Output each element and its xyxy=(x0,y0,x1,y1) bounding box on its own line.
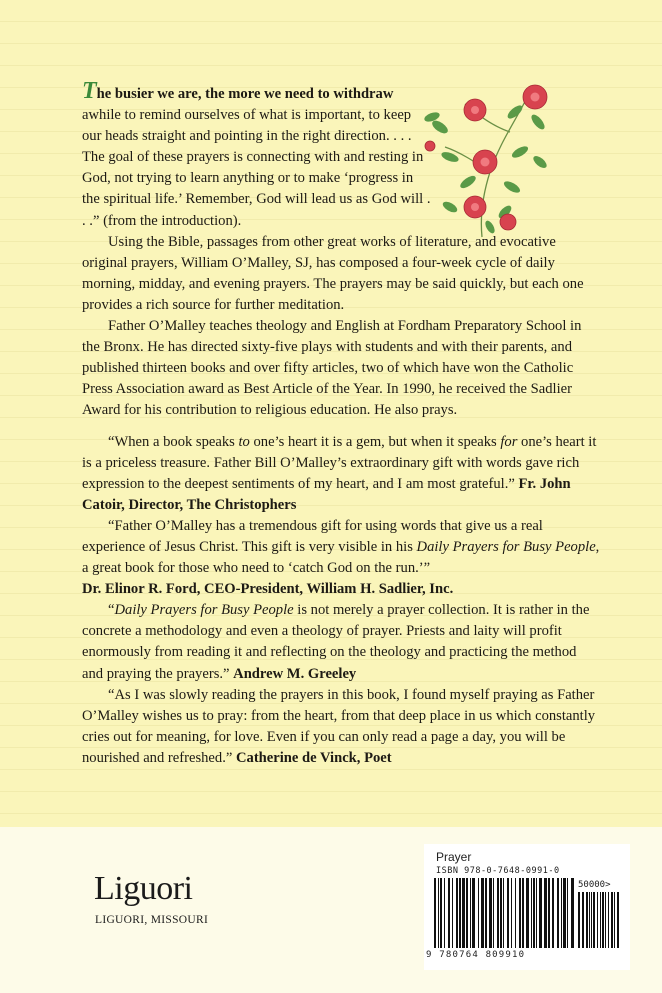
publisher-location: LIGUORI, MISSOURI xyxy=(95,914,209,926)
description-paragraph: Using the Bible, passages from other great works of literature, and evocative original prayers, William O’Malley, SJ, has composed a four-week cycle of daily morning, midday, and evening prayers. The prayers may be said quickly, but each one provides a rich source for further meditation. xyxy=(82,233,584,313)
endorsement-attribution: Catherine de Vinck, Poet xyxy=(235,749,392,766)
drop-cap: T xyxy=(82,78,97,104)
category-label: Prayer xyxy=(436,850,472,864)
intro-body: awhile to remind ourselves of what is important, to keep our heads straight and pointing in the right direction. . . . The goal of these prayers is connecting with and resting in God, not trying to learn anything or to make ‘progress in the spiritual life.’ Remember, God will lead us as God will . . .” (from the introduction). xyxy=(82,107,431,229)
endorsement-quote: “Father O’Malley has a tremendous gift for using words that give us a real experience of Jesus Christ. This gift is very visible in his Daily Prayers for Busy People, a great book for those who need to ‘catch God on the run.’” Dr. Elinor R. Ford, CEO-President, William H. Sadlier, Inc. xyxy=(82,517,600,598)
endorsement-quote: “Daily Prayers for Busy People is not merely a prayer collection. It is rather in the concrete a methodology and even a theology of prayer. Priests and laity will profit enormously from reading it and reflecting on the theology and practicing the method and praying the prayers.” Andrew M. Greeley xyxy=(82,602,590,682)
isbn-number: ISBN 978-0-7648-0991-0 xyxy=(436,866,560,876)
endorsement-attribution: Fr. John Catoir, Director, The Christophers xyxy=(82,475,571,513)
price-code: 50000> xyxy=(578,880,611,890)
author-bio-paragraph: Father O’Malley teaches theology and English at Fordham Preparatory School in the Bronx. He has directed sixty-five plays with students and with their parents, and published thirteen books and over fifty articles, two of which have won the Catholic Press Association award as Best Article of the Year. In 1990, he received the Sadlier Award for his contribution to religious education. He also prays. xyxy=(82,318,582,419)
publisher-logo: Liguori xyxy=(94,870,193,907)
barcode-panel xyxy=(424,844,630,970)
endorsement-quote: “When a book speaks to one’s heart it is a gem, but when it speaks for one’s heart it is a priceless treasure. Father Bill O’Malley’s extraordinary gift with words gave rich expression to the deepest sentiments of my heart, and I am most grateful.” Fr. John Catoir, Director, The Christophers xyxy=(82,433,597,513)
barcode-digits: 9 780764 809910 xyxy=(426,950,526,960)
endorsement-quote: “As I was slowly reading the prayers in this book, I found myself praying as Father O’Malley wishes us to pray: from the heart, from that deep place in us which constantly cries out for meaning, for love. Even if you can only read a page a day, you will be nourished and refreshed.” Catherine de Vinck, Poet xyxy=(82,686,596,766)
barcode-icon xyxy=(434,878,620,950)
endorsement-attribution: Andrew M. Greeley xyxy=(233,665,357,682)
intro-lead: he busier we are, the more we need to withdraw xyxy=(96,86,394,102)
endorsement-attribution: Dr. Elinor R. Ford, CEO-President, William H. Sadlier, Inc. xyxy=(82,581,454,598)
intro-paragraph xyxy=(82,78,432,232)
cover-copy xyxy=(82,78,600,769)
